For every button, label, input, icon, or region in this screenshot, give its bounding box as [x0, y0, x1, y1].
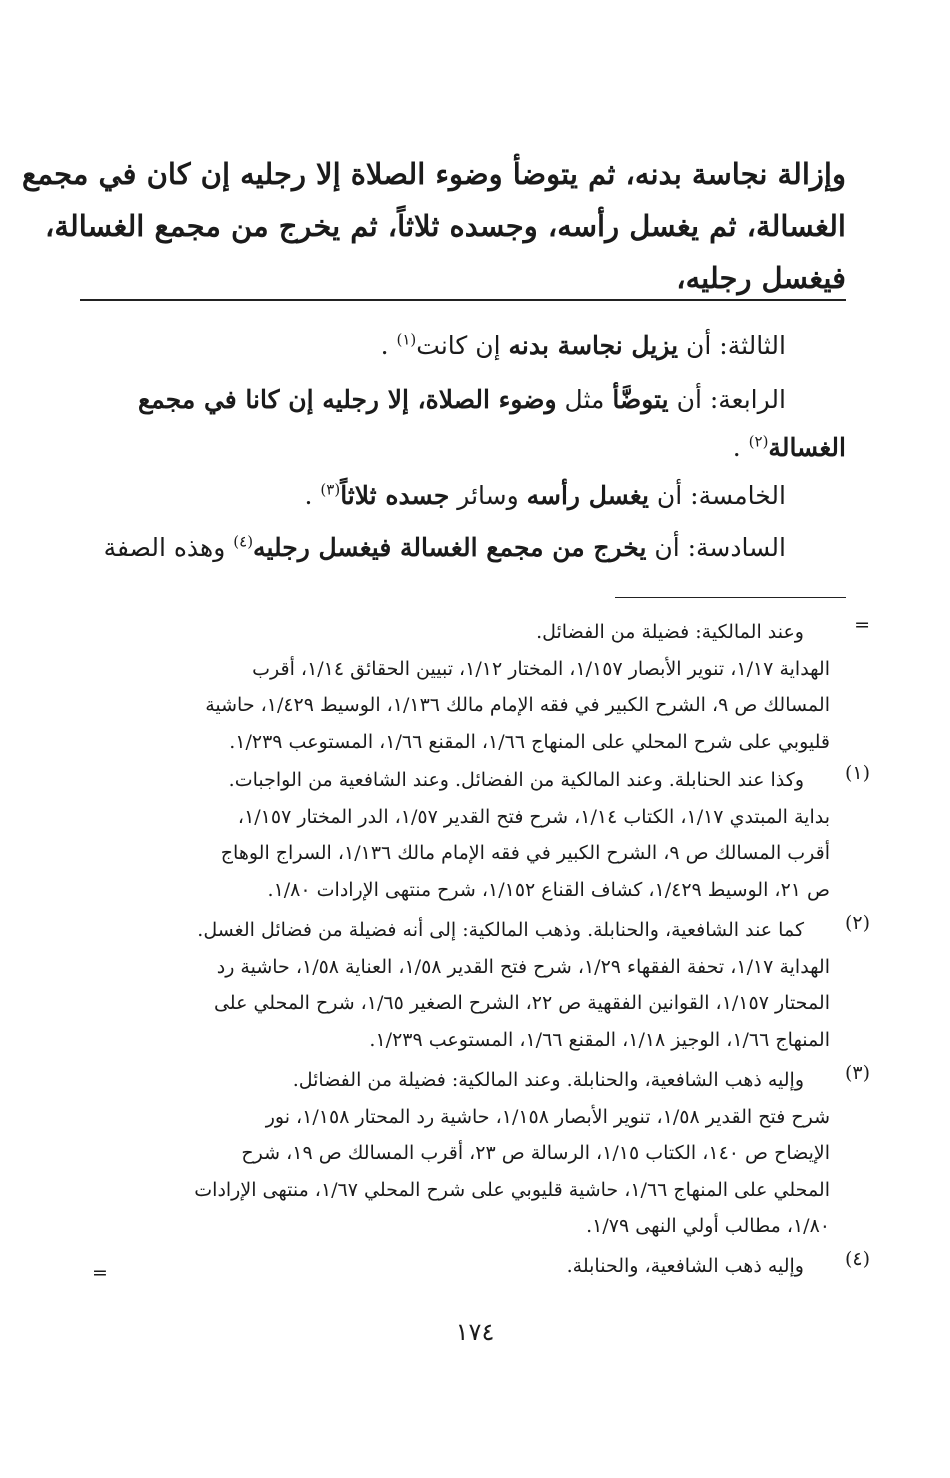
footnote-line: ص ٢١، الوسيط ١/٤٢٩، كشاف القناع ١/١٥٢، شرح منتهى الإرادات ١/٨٠. — [267, 878, 830, 901]
footnote-number: (٤) — [844, 1248, 870, 1270]
point-sixth: السادسة: أن يخرج من مجمع الغسالة فيغسل رجليه$^{(٤)}$ وهذه الصفة — [103, 532, 786, 562]
footnote-3 — [80, 1062, 870, 1245]
footnote-ref-4: (٤) — [233, 532, 254, 551]
footnote-line: بداية المبتدي ١/١٧، الكتاب ١/١٤، شرح فتح القدير ١/٥٧، الدر المختار ١/١٥٧، — [237, 805, 830, 828]
section-divider — [80, 299, 846, 301]
main-text-line: الغسالة، ثم يغسل رأسه، وجسده ثلاثاً، ثم يخرج من مجمع الغسالة، — [45, 209, 846, 243]
footnote-1 — [80, 762, 870, 908]
footnote-continuation — [80, 614, 870, 760]
page-number: ١٧٤ — [455, 1318, 495, 1346]
point-fourth: الرابعة: أن يتوضَّأ مثل وضوء الصلاة، إلا رجليه إن كانا في مجمع الغسالة$^{(٢)}$ . — [137, 385, 846, 462]
footnote-line: الإيضاح ص ١٤٠، الكتاب ١/١٥، الرسالة ص ٢٣، أقرب المسالك ص ١٩، شرح — [241, 1142, 830, 1164]
main-text — [21, 148, 846, 304]
footnote-line: وإليه ذهب الشافعية، والحنابلة. وعند المالكية: فضيلة من الفضائل. — [292, 1069, 804, 1091]
footnote-line: كما عند الشافعية، والحنابلة. وذهب المالكية: إلى أنه فضيلة من فضائل الغسل. — [197, 919, 804, 941]
footnote-4 — [80, 1248, 870, 1285]
footnote-line: المحتار ١/١٥٧، القوانين الفقهية ص ٢٢، الشرح الصغير ١/٦٥، شرح المحلي على — [213, 992, 830, 1014]
footnote-line: ١/٨٠، مطالب أولي النهى ١/٧٩. — [586, 1215, 830, 1237]
footnote-line: أقرب المسالك ص ٩، الشرح الكبير في فقه الإمام مالك ١/١٣٦، السراج الوهاج — [220, 842, 830, 864]
main-text-line: فيغسل رجليه، — [676, 261, 846, 295]
point-third: الثالثة: أن يزيل نجاسة بدنه إن كانت$^{(١)}$ . — [380, 330, 786, 360]
footnote-ref-3: (٣) — [320, 480, 341, 499]
footnote-line: وإليه ذهب الشافعية، والحنابلة. — [566, 1255, 804, 1277]
point-fifth: الخامسة: أن يغسل رأسه وسائر جسده ثلاثاً$^{(٣)}$ . — [304, 480, 786, 510]
footnote-number: (١) — [844, 762, 870, 784]
footnote-line: الهداية ١/١٧، تحفة الفقهاء ١/٢٩، شرح فتح القدير ١/٥٨، العناية ١/٥٨، حاشية رد — [216, 955, 830, 978]
footnote-separator — [615, 597, 846, 598]
footnote-number: (٣) — [844, 1062, 870, 1084]
footnote-number: (٢) — [844, 912, 870, 934]
footnote-line: وعند المالكية: فضيلة من الفضائل. — [536, 621, 804, 643]
footnote-line: وكذا عند الحنابلة. وعند المالكية من الفضائل. وعند الشافعية من الواجبات. — [228, 769, 804, 791]
continuation-marker: = — [854, 614, 870, 636]
footnote-ref-2: (٢) — [748, 432, 769, 451]
footnote-line: المحلي على المنهاج ١/٦٦، حاشية قليوبي على شرح المحلي ١/٦٧، منتهى الإرادات — [194, 1178, 830, 1201]
footnote-line: الهداية ١/١٧، تنوير الأبصار ١/١٥٧، المختار ١/١٢، تبيين الحقائق ١/١٤، أقرب — [252, 657, 830, 680]
main-text-line: وإزالة نجاسة بدنه، ثم يتوضأ وضوء الصلاة إلا رجليه إن كان في مجمع — [21, 157, 846, 191]
footnote-line: شرح فتح القدير ١/٥٨، تنوير الأبصار ١/١٥٨، حاشية رد المحتار ١/١٥٨، نور — [265, 1105, 830, 1128]
footnote-line: المنهاج ١/٦٦، الوجيز ١/١٨، المقنع ١/٦٦، المستوعب ١/٢٣٩. — [369, 1028, 830, 1051]
footnote-line: قليوبي على شرح المحلي على المنهاج ١/٦٦، المقنع ١/٦٦، المستوعب ١/٢٣٩. — [229, 730, 830, 753]
footnote-ref-1: (١) — [396, 330, 417, 349]
continues-marker: = — [92, 1262, 108, 1284]
footnote-2 — [80, 912, 870, 1058]
footnote-line: المسالك ص ٩، الشرح الكبير في فقه الإمام مالك ١/١٣٦، الوسيط ١/٤٢٩، حاشية — [205, 694, 830, 716]
